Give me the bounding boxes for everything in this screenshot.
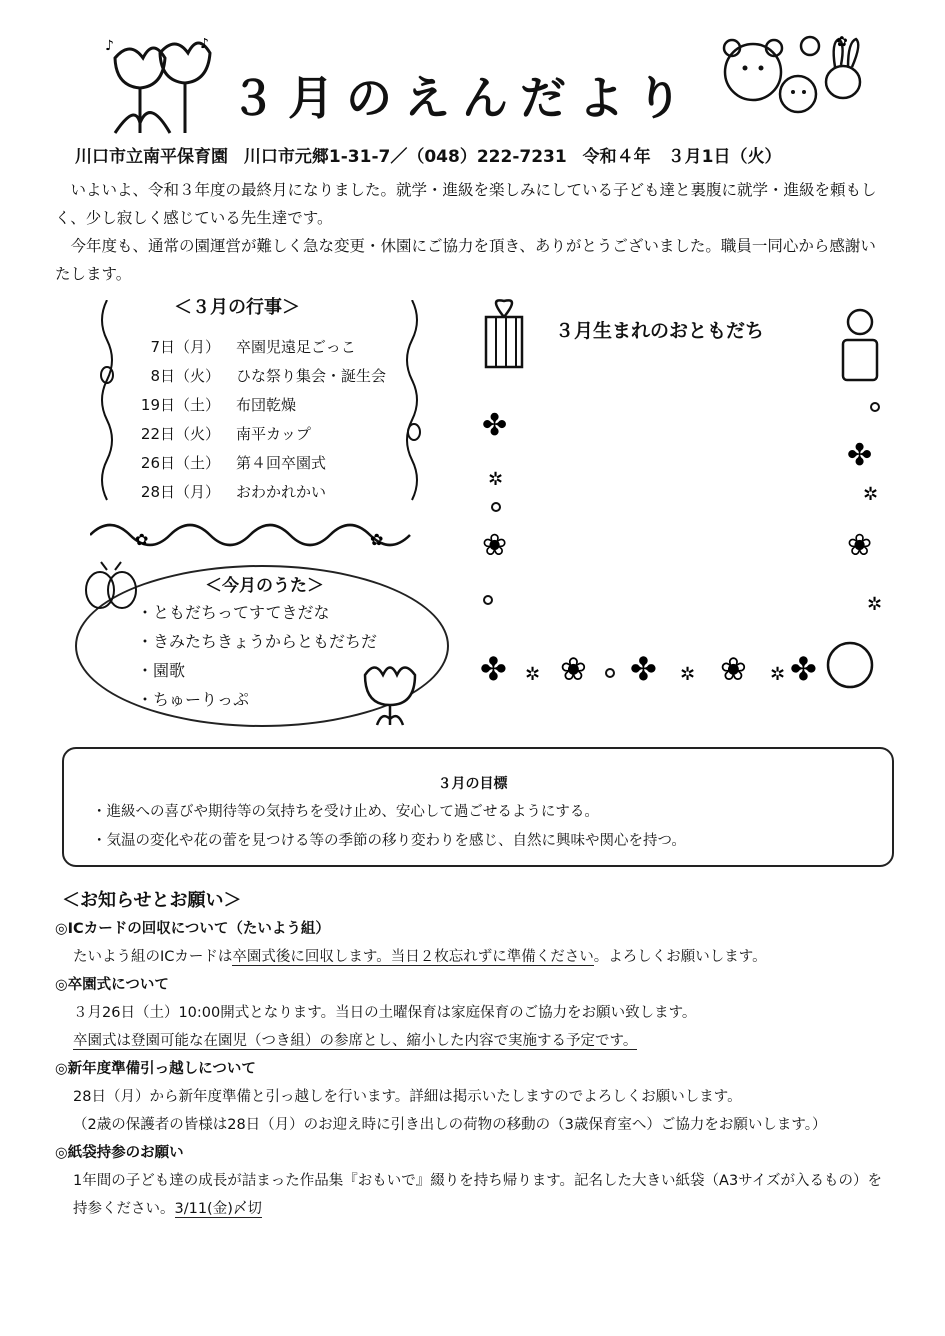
- notice-paper-bag-text: [55, 1167, 895, 1223]
- nursery-address: 川口市元郷1-31-7／（048）222-7231: [243, 147, 567, 167]
- notice-text: 。よろしくお願いします。: [593, 949, 767, 965]
- svg-text:✲: ✲: [867, 594, 883, 615]
- goal-item: ・進級への喜びや期待等の気持ちを受け止め、安心して過ごせるようにする。: [92, 804, 599, 820]
- songs-list: [137, 600, 377, 716]
- events-title: ＜３月の行事＞: [174, 297, 300, 318]
- notices-section: [55, 915, 895, 1223]
- event-date: 26日（土）: [140, 454, 220, 472]
- song-item: ・ともだちってすてきだな: [137, 603, 330, 622]
- svg-text:✲: ✲: [680, 664, 696, 685]
- header-info: [75, 142, 791, 167]
- event-name: おわかれかい: [236, 483, 327, 501]
- notice-moving-text: 28日（月）から新年度準備と引っ越しを行います。詳細は掲示いたしますのでよろしくお願いします。: [73, 1089, 742, 1105]
- svg-text:✲: ✲: [488, 469, 504, 490]
- nursery-name: 川口市立南平保育園: [75, 147, 228, 167]
- notice-graduation-title: ◎卒園式について: [55, 977, 169, 993]
- event-row: [122, 481, 386, 510]
- svg-text:✿: ✿: [836, 34, 848, 50]
- intro-paragraph-1: いよいよ、令和３年度の最終月になりました。就学・進級を楽しみにしている子ども達と裏腹に就学・進級を頼もしく、少し寂しく感じている先生達です。: [55, 181, 877, 227]
- svg-text:✲: ✲: [525, 664, 541, 685]
- issue-date: 令和４年 ３月1日（火）: [582, 147, 782, 167]
- notice-moving-note: （2歳の保護者の皆様は28日（月）のお迎え時に引き出しの荷物の移動の（3歳保育室へ）ご協力をお願いします。）: [73, 1117, 827, 1133]
- intro-paragraph-2: 今年度も、通常の園運営が難しく急な変更・休園にご協力を頂き、ありがとうございました。職員一同心から感謝いたします。: [55, 237, 876, 283]
- event-date: 19日（土）: [140, 396, 220, 414]
- animals-illustration: [718, 32, 868, 127]
- goals-list: [92, 800, 686, 858]
- newsletter-title: ３月のえんだより: [230, 71, 694, 125]
- song-item: ・ちゅーりっぷ: [137, 690, 250, 709]
- notices-title: ＜お知らせとお願い＞: [62, 890, 242, 911]
- songs-title: ＜今月のうた＞: [205, 576, 324, 596]
- event-row: [122, 336, 386, 365]
- clover-border-bottom: [480, 635, 885, 695]
- notice-graduation-text: ３月26日（土）10:00開式となります。当日の土曜保育は家庭保育のご協力をお願い致します。: [73, 1005, 697, 1021]
- notice-ic-card-title: ◎ICカードの回収について（たいよう組）: [55, 921, 330, 937]
- svg-text:✤: ✤: [790, 650, 817, 688]
- event-row: [122, 452, 386, 481]
- song-item: ・きみたちきょうからともだちだ: [137, 632, 378, 651]
- notice-moving-title: ◎新年度準備引っ越しについて: [55, 1061, 256, 1077]
- notice-graduation-note: [55, 1027, 895, 1055]
- svg-text:❀: ❀: [847, 528, 873, 563]
- svg-text:♪: ♪: [200, 38, 209, 52]
- svg-text:✲: ✲: [770, 664, 786, 685]
- svg-text:✤: ✤: [482, 408, 508, 443]
- notice-deadline: 3/11(金)〆切: [174, 1201, 262, 1217]
- birthday-title: ３月生まれのおともだち: [555, 320, 765, 342]
- svg-text:❀: ❀: [720, 650, 747, 688]
- event-row: [122, 394, 386, 423]
- svg-text:♪: ♪: [105, 38, 114, 54]
- event-name: 第４回卒園式: [236, 454, 327, 472]
- flower-divider: [90, 515, 430, 551]
- notice-ic-card-text: [55, 943, 895, 971]
- notice-text: 1年間の子ども達の成長が詰まった作品集『おもいで』綴りを持ち帰ります。記名した大きい紙袋（A3サイズが入るもの）を持参ください。: [73, 1173, 883, 1217]
- goals-title: ３月の目標: [437, 776, 508, 792]
- event-name: ひな祭り集会・誕生会: [236, 367, 387, 385]
- event-row: [122, 423, 386, 452]
- svg-text:✿: ✿: [135, 530, 149, 549]
- vine-border-right: [400, 300, 426, 510]
- notice-paper-bag-title: ◎紙袋持参のお願い: [55, 1145, 184, 1161]
- svg-text:❀: ❀: [560, 650, 587, 688]
- events-list: [122, 336, 386, 510]
- svg-text:✤: ✤: [630, 650, 657, 688]
- tulip-illustration: [105, 38, 215, 138]
- butterfly-icon: [82, 560, 142, 615]
- event-name: 南平カップ: [236, 425, 311, 443]
- event-name: 卒園児遠足ごっこ: [236, 338, 356, 356]
- gift-box-icon: [482, 295, 526, 371]
- notice-text: たいよう組のICカードは: [73, 949, 233, 965]
- event-name: 布団乾燥: [236, 396, 297, 414]
- event-date: 8日（火）: [150, 367, 220, 385]
- event-date: 28日（月）: [140, 483, 220, 501]
- event-date: 22日（火）: [140, 425, 220, 443]
- clover-border-left: [478, 395, 518, 610]
- intro-text: [55, 176, 890, 288]
- song-item: ・園歌: [137, 661, 186, 680]
- svg-text:✲: ✲: [863, 484, 879, 505]
- vine-border-left: [95, 300, 119, 510]
- svg-text:✤: ✤: [847, 438, 873, 473]
- notice-underlined-text: 卒園式は登園可能な在園児（つき組）の参席とし、縮小した内容で実施する予定です。: [73, 1033, 638, 1049]
- event-row: [122, 365, 386, 394]
- svg-text:✤: ✤: [480, 650, 507, 688]
- svg-text:❀: ❀: [482, 528, 508, 563]
- svg-text:✿: ✿: [370, 530, 384, 549]
- notice-underlined-text: 卒園式後に回収します。当日２枚忘れずに準備ください: [232, 949, 594, 965]
- clover-border-right: [845, 395, 885, 615]
- goal-item: ・気温の変化や花の蕾を見つける等の季節の移り変わりを感じ、自然に興味や関心を持つ。: [92, 833, 686, 849]
- event-date: 7日（月）: [150, 338, 220, 356]
- cake-icon: [835, 300, 885, 385]
